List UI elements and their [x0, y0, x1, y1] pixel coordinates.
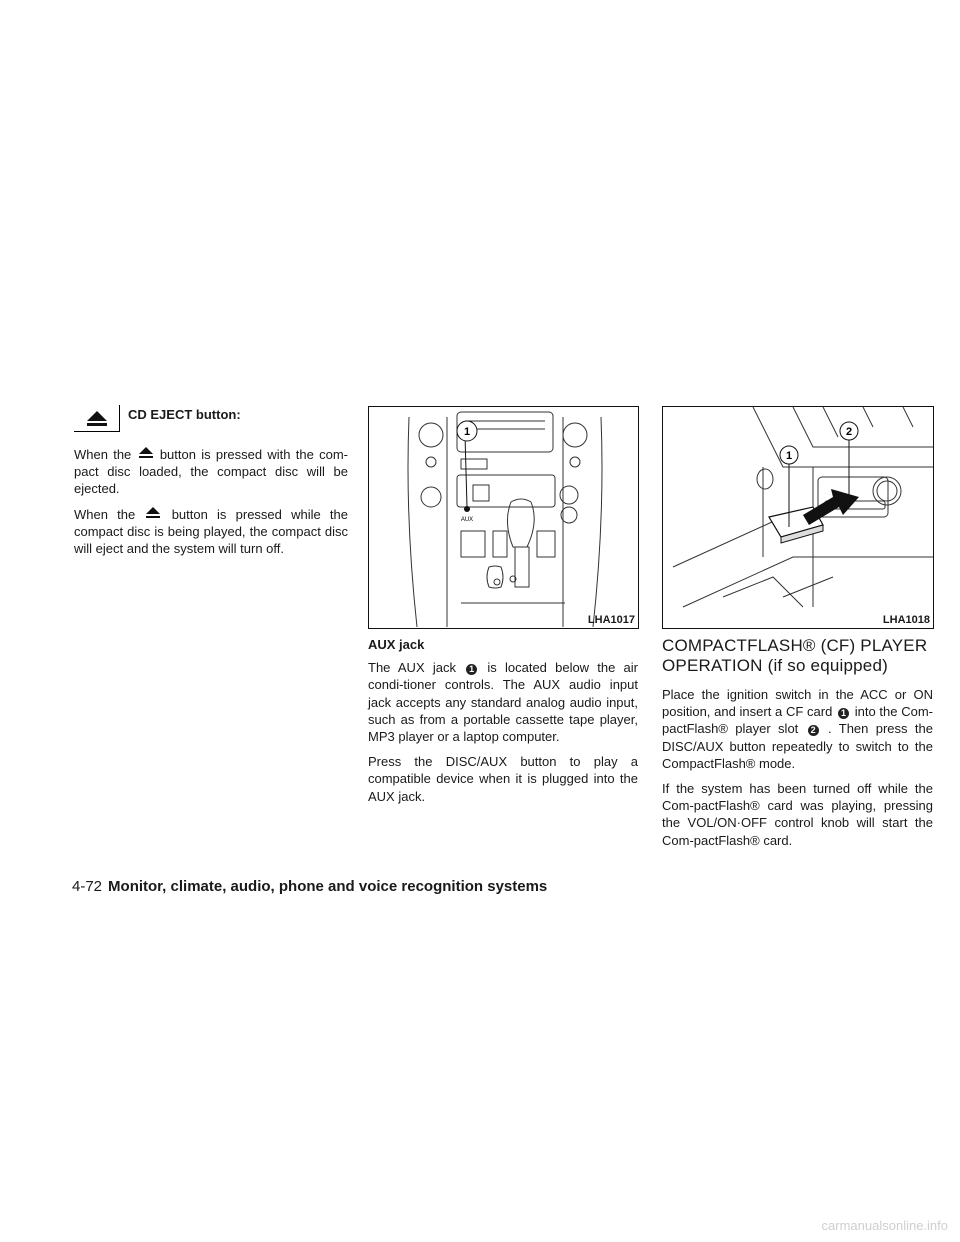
- right-column-text: [662, 636, 933, 857]
- console-illustration: [369, 407, 638, 628]
- figure-compactflash: [662, 406, 934, 629]
- section-title: Monitor, climate, audio, phone and voice recognition systems: [108, 878, 548, 895]
- eject-icon: [87, 411, 107, 427]
- eject-icon: [146, 507, 160, 519]
- eject-button-label: CD EJECT button:: [128, 407, 241, 422]
- paragraph-cf-insert: Place the ignition switch in the ACC or ON position, and insert a CF card 1 into the Com-pactFlash® player slot 2 . Then press the DISC/AUX button repeatedly to switch to the CompactFlash® mode.: [662, 687, 933, 771]
- aux-jack-heading: AUX jack: [368, 637, 425, 652]
- paragraph-eject-playing: When the button is pressed while the compact disc is being played, the compact disc will eject and the system will turn off.: [74, 506, 348, 557]
- figure-code: LHA1018: [882, 614, 930, 626]
- paragraph-aux-location: The AUX jack 1 is located below the air condi-tioner controls. The AUX audio input jack accepts any standard analog audio input, such as from a portable cassette tape player, MP3 player or a laptop computer.: [368, 660, 638, 745]
- figure2-callout-2: 2: [845, 426, 853, 438]
- paragraph-cf-resume: If the system has been turned off while the Com-pactFlash® card was playing, pressing the VOL/ON·OFF control knob will start the Com-pactFlash® card.: [662, 781, 933, 848]
- cf-player-heading: COMPACTFLASH® (CF) PLAYER OPERATION (if so equipped): [662, 636, 928, 675]
- watermark: carmanualsonline.info: [821, 1218, 948, 1233]
- left-column-text: [74, 446, 348, 565]
- callout-1-icon: 1: [838, 708, 849, 719]
- middle-column-text: [368, 636, 638, 813]
- callout-2-icon: 2: [808, 725, 819, 736]
- figure-aux-jack: [368, 406, 639, 629]
- callout-1-icon: 1: [466, 664, 477, 675]
- figure2-callout-1: 1: [785, 450, 793, 462]
- eject-symbol-box: [74, 405, 120, 432]
- page-footer: [72, 878, 547, 895]
- aux-label: AUX: [460, 517, 474, 523]
- cf-card-illustration: [663, 407, 933, 628]
- figure1-callout-1: 1: [463, 426, 471, 438]
- paragraph-aux-play: Press the DISC/AUX button to play a compatible device when it is plugged into the AUX jack.: [368, 754, 638, 804]
- figure-code: LHA1017: [587, 614, 635, 626]
- page-number: 4-72: [72, 878, 103, 895]
- paragraph-eject-loaded: When the button is pressed with the com-pact disc loaded, the compact disc will be ejected.: [74, 447, 348, 497]
- eject-icon: [139, 447, 153, 459]
